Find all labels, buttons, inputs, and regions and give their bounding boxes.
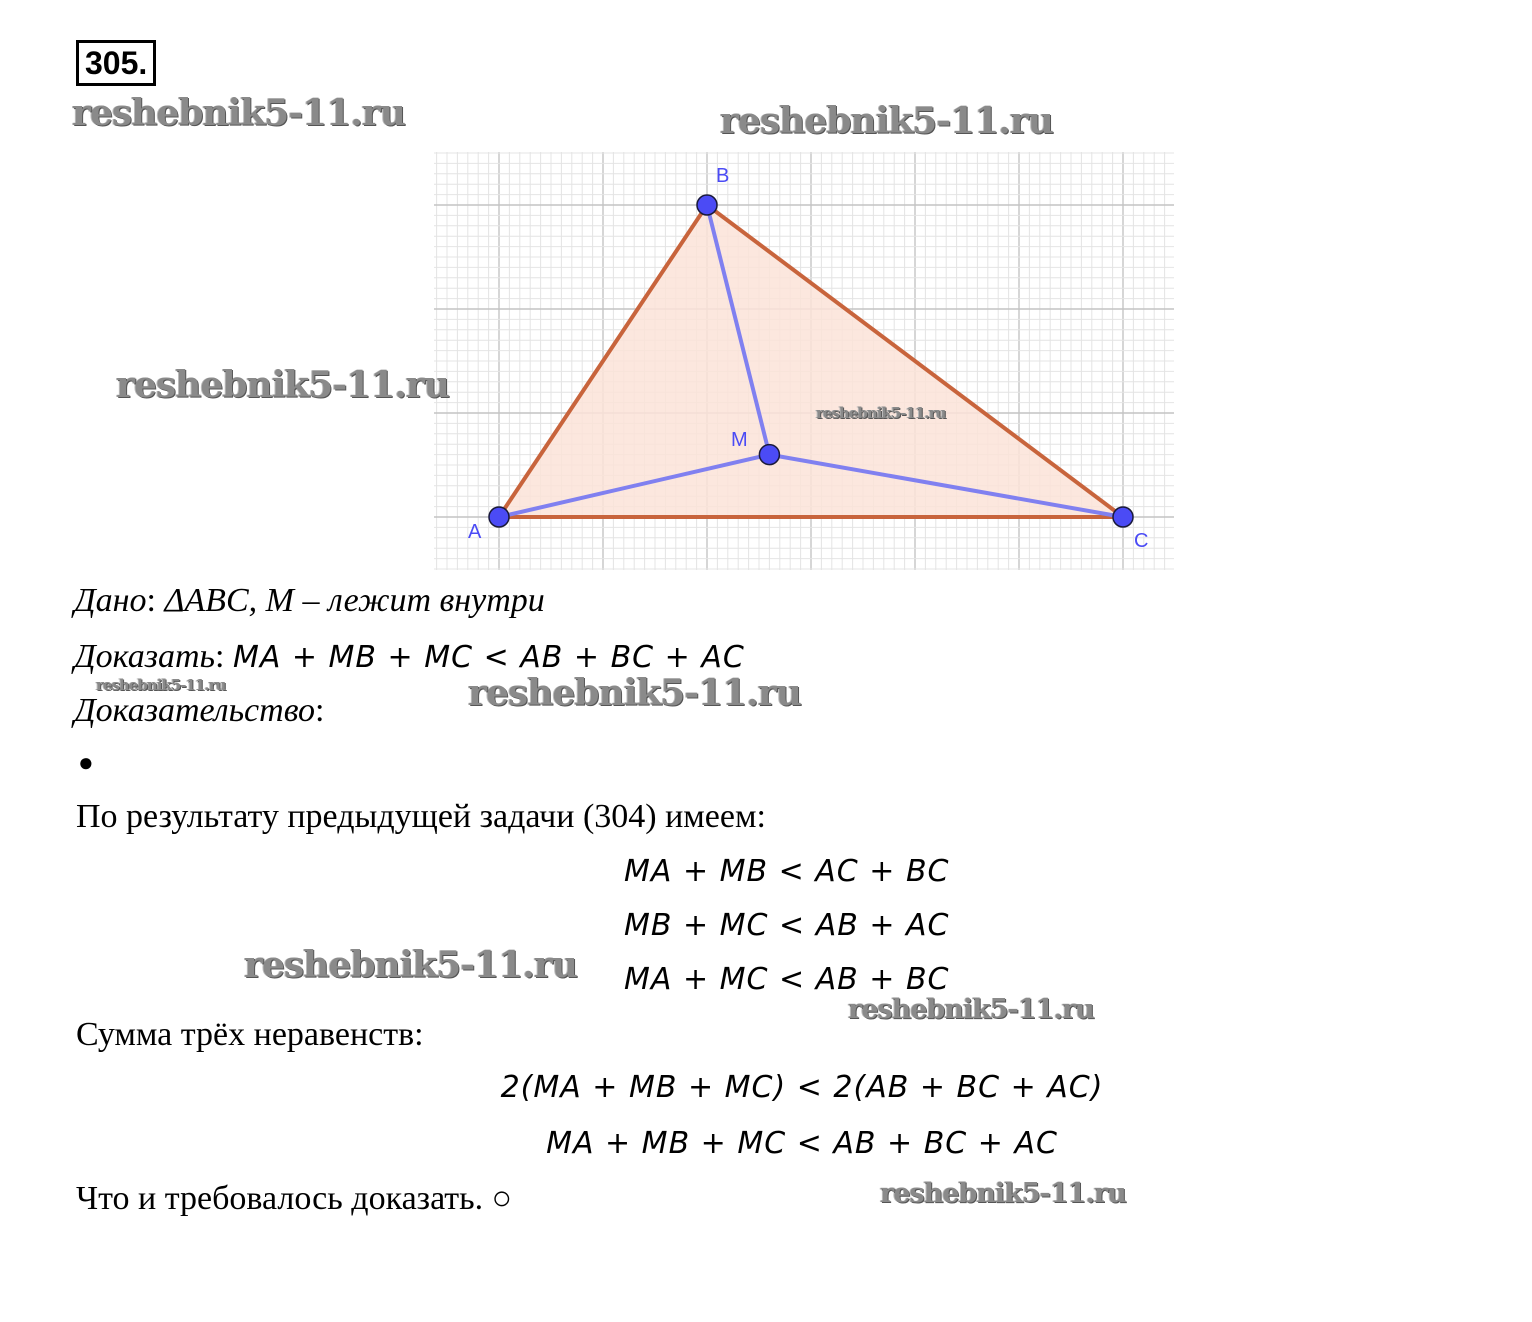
watermark: reshebnik5-11.ru: [720, 100, 1053, 142]
inequality-2: MB + MC < AB + AC: [624, 908, 950, 943]
sum-text: Сумма трёх неравенств:: [76, 1016, 424, 1053]
watermark: reshebnik5-11.ru: [72, 92, 405, 134]
watermark: reshebnik5-11.ru: [848, 994, 1094, 1025]
prove-label: Доказать: [74, 638, 215, 675]
prove-text: MA + MB + MC < AB + BC + AC: [232, 640, 745, 675]
label-m: M: [731, 429, 748, 451]
prove-sep: :: [214, 638, 225, 675]
sum-inequality-2: MA + MB + MC < AB + BC + AC: [546, 1126, 1058, 1161]
given-line: [74, 582, 545, 620]
intro-text: По результату предыдущей задачи (304) имеем:: [76, 798, 766, 835]
point-c: [1113, 507, 1133, 527]
bullet: ●: [78, 748, 94, 777]
watermark: reshebnik5-11.ru: [880, 1178, 1126, 1209]
watermark: reshebnik5-11.ru: [244, 944, 577, 986]
watermark: reshebnik5-11.ru: [468, 672, 801, 714]
watermark: reshebnik5-11.ru: [816, 404, 946, 422]
inequality-3: MA + MC < AB + BC: [624, 962, 950, 997]
proof-line: [74, 692, 324, 730]
point-b: [697, 195, 717, 215]
label-a: A: [468, 521, 482, 543]
proof-label: Доказательство: [74, 692, 316, 729]
point-a: [489, 507, 509, 527]
watermark: reshebnik5-11.ru: [116, 364, 449, 406]
given-text: ΔABC, M – лежит внутри: [164, 582, 545, 619]
conclusion-text: Что и требовалось доказать. ○: [76, 1180, 513, 1217]
point-m: [759, 445, 779, 465]
prove-line: [74, 638, 745, 676]
proof-sep: :: [315, 692, 325, 729]
given-sep: :: [146, 582, 156, 619]
label-c: C: [1134, 530, 1149, 552]
watermark: reshebnik5-11.ru: [96, 676, 226, 694]
sum-inequality-1: 2(MA + MB + MC) < 2(AB + BC + AC): [500, 1070, 1104, 1105]
triangle-figure: [0, 0, 1532, 600]
inequality-1: MA + MB < AC + BC: [624, 854, 950, 889]
given-label: Дано: [74, 582, 147, 619]
problem-number: 305.: [76, 40, 156, 86]
label-b: B: [716, 165, 730, 187]
